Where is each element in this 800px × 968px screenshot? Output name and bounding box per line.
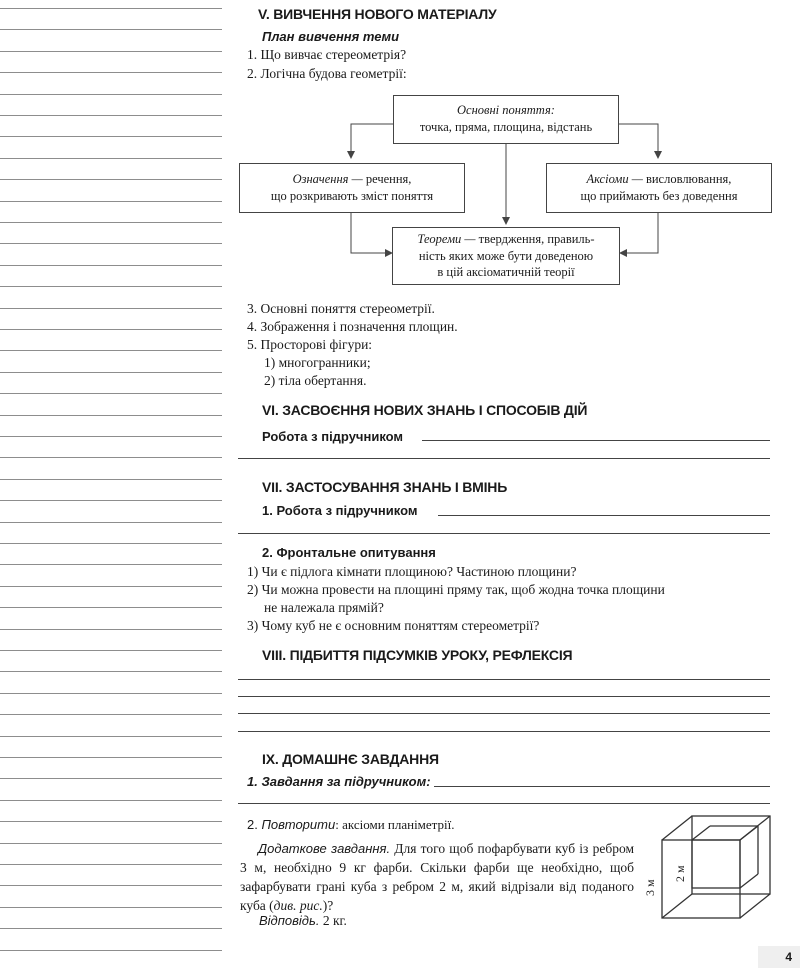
cube-edge-label-3: 3 м — [643, 879, 657, 896]
section-7-heading: VII. ЗАСТОСУВАННЯ ЗНАНЬ І ВМІНЬ — [262, 479, 508, 495]
note-line[interactable] — [0, 350, 222, 351]
plan-item-5: 5. Просторові фігури: — [247, 337, 373, 352]
plan-item-1: 1. Що вивчає стереометрія? — [247, 47, 407, 62]
homework-item-1 — [247, 774, 431, 789]
plan-subitem-1: 1) многогранники; — [264, 355, 371, 370]
note-line[interactable] — [0, 821, 222, 822]
answer-line[interactable] — [422, 440, 770, 441]
extra-task-end: )? — [322, 898, 334, 913]
answer-line[interactable] — [434, 786, 770, 787]
answer-line[interactable] — [238, 533, 770, 534]
note-line[interactable] — [0, 522, 222, 523]
note-line[interactable] — [0, 457, 222, 458]
note-line[interactable] — [0, 885, 222, 886]
note-line[interactable] — [0, 650, 222, 651]
note-line[interactable] — [0, 308, 222, 309]
textbook-work-item: 1. Робота з підручником — [262, 503, 418, 518]
answer-line[interactable] — [238, 803, 770, 804]
homework-item-2-num: 2. — [247, 817, 262, 832]
note-line[interactable] — [0, 500, 222, 501]
answer-label: Відповідь. — [259, 913, 320, 928]
note-line[interactable] — [0, 843, 222, 844]
diagram-box-theorems — [392, 227, 620, 285]
page-number-box — [758, 946, 800, 968]
note-line[interactable] — [0, 671, 222, 672]
oral-quiz-item: 2. Фронтальне опитування — [262, 545, 436, 560]
basic-concepts-label: Основні поняття: — [457, 103, 555, 117]
note-line[interactable] — [0, 393, 222, 394]
axioms-text: висловлювання, — [642, 172, 732, 186]
homework-item-2 — [247, 817, 455, 833]
plan-subitem-2: 2) тіла обертання. — [264, 373, 367, 388]
theorems-text-3: в цій аксіоматичній теорії — [437, 265, 575, 279]
note-line[interactable] — [0, 415, 222, 416]
homework-item-1-text: 1. Завдання за підручником: — [247, 774, 431, 789]
section-5-heading: V. ВИВЧЕННЯ НОВОГО МАТЕРІАЛУ — [258, 6, 497, 22]
basic-concepts-text: точка, пряма, площина, відстань — [419, 120, 593, 134]
answer-line[interactable] — [238, 458, 770, 459]
answer-line[interactable] — [438, 515, 770, 516]
note-line[interactable] — [0, 329, 222, 330]
axioms-text-2: що приймають без доведення — [580, 189, 738, 203]
textbook-work-label: Робота з підручником — [262, 429, 404, 444]
definitions-text: речення, — [362, 172, 412, 186]
note-line[interactable] — [0, 629, 222, 630]
note-line[interactable] — [0, 736, 222, 737]
page-number: 4 — [785, 950, 792, 964]
diagram-box-basic-concepts — [393, 95, 619, 144]
note-line[interactable] — [0, 907, 222, 908]
section-9-heading: IX. ДОМАШНЄ ЗАВДАННЯ — [262, 751, 439, 767]
extra-task-label: Додаткове завдання. — [258, 841, 391, 856]
extra-task — [240, 839, 634, 915]
axioms-label: Аксіоми — — [586, 172, 643, 186]
answer-line[interactable] — [238, 679, 770, 680]
note-line[interactable] — [0, 950, 222, 951]
extra-task-ref: див. рис. — [273, 898, 323, 913]
cube-edge-label-2: 2 м — [673, 865, 687, 882]
extra-task-text: Для того щоб пофарбувати куб із ребром 3 м, необхідно 9 кг фарби. Скільки фарби ще необхідно, щоб зафарбувати грані куба з ребром 2 м, який відрізали від поданого куба ( — [240, 841, 634, 913]
diagram-box-definitions — [239, 163, 465, 213]
question-2-cont: не належала прямій? — [264, 600, 384, 615]
homework-item-2-italic: Повторити — [261, 817, 336, 832]
note-line[interactable] — [0, 714, 222, 715]
note-line[interactable] — [0, 543, 222, 544]
cube-figure — [640, 810, 780, 930]
note-line[interactable] — [0, 479, 222, 480]
question-3: 3) Чому куб не є основним поняттям стереометрії? — [247, 618, 540, 633]
theorems-label: Теореми — — [417, 232, 476, 246]
note-line[interactable] — [0, 757, 222, 758]
note-line[interactable] — [0, 778, 222, 779]
question-2: 2) Чи можна провести на площині пряму так, щоб жодна точка площини — [247, 582, 665, 597]
definitions-text-2: що розкривають зміст поняття — [270, 189, 434, 203]
theorems-text: твердження, правиль- — [475, 232, 595, 246]
answer-value: 2 кг. — [319, 913, 347, 928]
note-line[interactable] — [0, 693, 222, 694]
note-line[interactable] — [0, 928, 222, 929]
section-8-heading: VIII. ПІДБИТТЯ ПІДСУМКІВ УРОКУ, РЕФЛЕКСІЯ — [262, 647, 573, 663]
definitions-label: Означення — — [292, 172, 363, 186]
answer-line[interactable] — [238, 731, 770, 732]
plan-item-4: 4. Зображення і позначення площин. — [247, 319, 458, 334]
plan-item-3: 3. Основні поняття стереометрії. — [247, 301, 435, 316]
note-line[interactable] — [0, 372, 222, 373]
diagram-box-axioms — [546, 163, 772, 213]
plan-item-2: 2. Логічна будова геометрії: — [247, 66, 407, 81]
note-line[interactable] — [0, 607, 222, 608]
theorems-text-2: ність яких може бути доведеною — [418, 248, 594, 263]
plan-title: План вивчення теми — [262, 29, 400, 44]
question-1: 1) Чи є підлога кімнати площиною? Частиною площини? — [247, 564, 577, 579]
answer — [259, 913, 347, 929]
note-line[interactable] — [0, 586, 222, 587]
answer-line[interactable] — [238, 713, 770, 714]
section-6-heading: VI. ЗАСВОЄННЯ НОВИХ ЗНАНЬ І СПОСОБІВ ДІЙ — [262, 402, 588, 418]
note-line[interactable] — [0, 800, 222, 801]
answer-line[interactable] — [238, 696, 770, 697]
note-line[interactable] — [0, 436, 222, 437]
note-line[interactable] — [0, 564, 222, 565]
note-line[interactable] — [0, 864, 222, 865]
homework-item-2-rest: : аксіоми планіметрії. — [335, 817, 455, 832]
